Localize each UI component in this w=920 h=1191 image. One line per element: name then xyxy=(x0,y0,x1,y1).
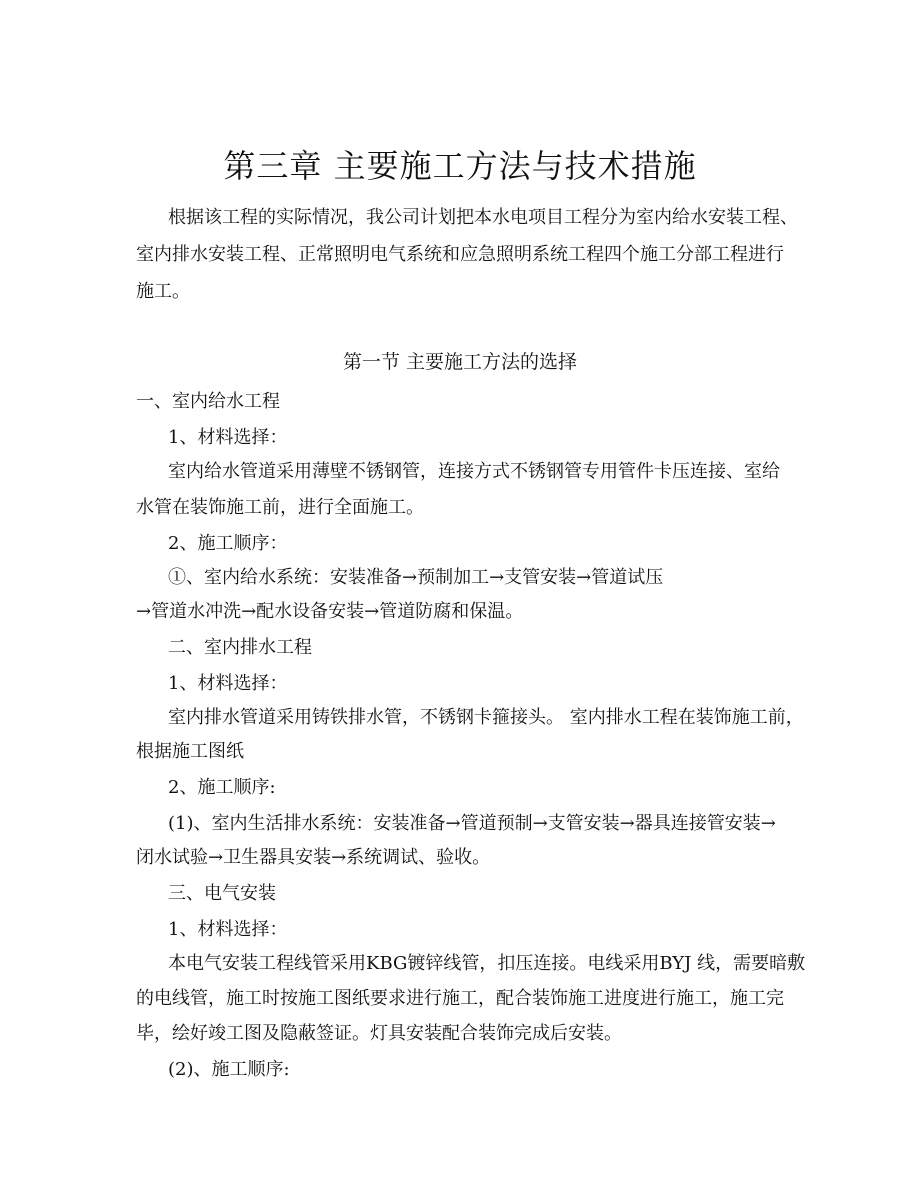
water-supply-sequence-heading: 2、施工顺序： xyxy=(168,533,288,554)
drainage-materials-line-1: 室内排水管道采用铸铁排水管，不锈钢卡箍接头。 室内排水工程在装饰施工前， xyxy=(168,707,804,728)
drainage-sequence-heading: 2、施工顺序: xyxy=(168,777,276,798)
water-supply-sequence-line-2: →管道水冲洗→配水设备安装→管道防腐和保温。 xyxy=(136,601,524,622)
water-supply-materials-heading: 1、材料选择： xyxy=(168,427,288,448)
electrical-materials-line-2: 的电线管，施工时按施工图纸要求进行施工，配合装饰施工进度进行施工，施工完 xyxy=(136,988,784,1009)
drainage-materials-heading: 1、材料选择： xyxy=(168,673,288,694)
electrical-materials-line-3: 毕，绘好竣工图及隐蔽签证。灯具安装配合装饰完成后安装。 xyxy=(136,1023,622,1044)
electrical-heading: 三、电气安装 xyxy=(168,883,276,904)
electrical-materials-line-1: 本电气安装工程线管采用KBG镀锌线管，扣压连接。电线采用BYJ 线，需要暗敷 xyxy=(168,953,806,974)
intro-line-1: 根据该工程的实际情况，我公司计划把本水电项目工程分为室内给水安装工程、 xyxy=(168,207,798,228)
chapter-title: 第三章 主要施工方法与技术措施 xyxy=(223,147,697,185)
drainage-materials-line-2: 根据施工图纸 xyxy=(136,741,244,762)
drainage-sequence-line-2: 闭水试验→卫生器具安装→系统调试、验收。 xyxy=(136,847,491,868)
intro-line-3: 施工。 xyxy=(136,281,190,302)
water-supply-materials-line-2: 水管在装饰施工前，进行全面施工。 xyxy=(136,497,424,518)
water-supply-sequence-line-1: ①、室内给水系统：安装准备→预制加工→支管安装→管道试压 xyxy=(168,567,664,588)
intro-line-2: 室内排水安装工程、正常照明电气系统和应急照明系统工程四个施工分部工程进行 xyxy=(136,244,784,265)
section-title: 第一节 主要施工方法的选择 xyxy=(342,351,578,373)
drainage-heading: 二、室内排水工程 xyxy=(168,637,312,658)
drainage-sequence-line-1: (1)、室内生活排水系统：安装准备→管道预制→支管安装→器具连接管安装→ xyxy=(168,813,776,834)
electrical-materials-heading: 1、材料选择： xyxy=(168,919,288,940)
water-supply-materials-line-1: 室内给水管道采用薄壁不锈钢管，连接方式不锈钢管专用管件卡压连接、室给 xyxy=(168,461,780,482)
water-supply-heading: 一、室内给水工程 xyxy=(136,391,280,412)
electrical-sequence-heading: (2)、施工顺序: xyxy=(168,1059,290,1080)
